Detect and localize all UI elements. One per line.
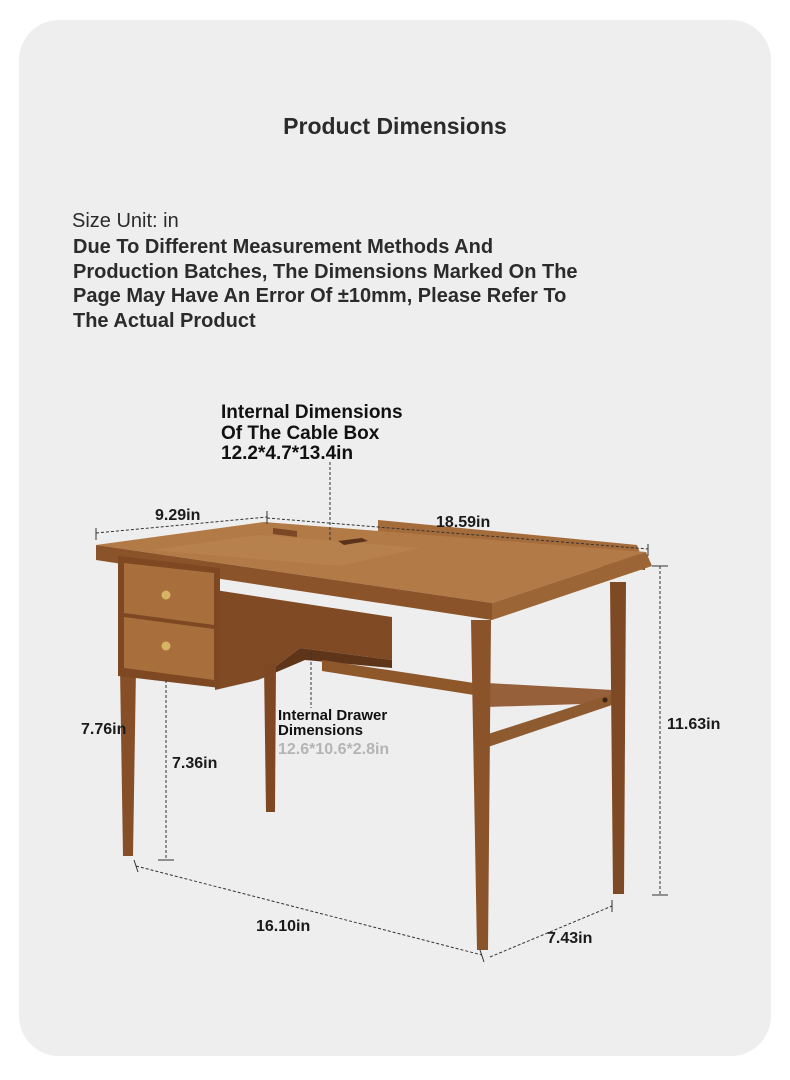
drawer-knob	[162, 591, 171, 600]
cable-box-value: 12.2*4.7*13.4in	[221, 443, 354, 464]
drawer-value: 12.6*10.6*2.8in	[278, 741, 390, 758]
drawer-leg-height-label: 7.76in	[81, 721, 127, 738]
page-title: Product Dimensions	[283, 113, 507, 139]
drawer-dimensions	[278, 708, 389, 757]
note-line: Due To Different Measurement Methods And	[73, 236, 494, 258]
base-width-label: 16.10in	[256, 918, 311, 935]
cable-box-dimensions	[221, 403, 403, 465]
drawer-label: Internal Drawer	[278, 707, 388, 724]
desk-leg	[120, 668, 136, 856]
desk-leg	[610, 582, 626, 894]
top-width-label: 18.59in	[436, 514, 491, 531]
desk-leg	[264, 664, 276, 812]
size-unit: Size Unit: in	[72, 210, 179, 232]
note-line: Production Batches, The Dimensions Marked On The	[73, 260, 578, 283]
base-depth-label: 7.43in	[547, 930, 593, 947]
drawer-label: Dimensions	[278, 722, 364, 739]
side-stretcher	[322, 660, 474, 695]
top-depth-label: 9.29in	[155, 507, 201, 524]
desk-leg	[471, 620, 491, 950]
clearance-height-label: 7.36in	[172, 755, 218, 772]
total-height-label: 11.63in	[667, 716, 721, 733]
cable-box-label: Internal Dimensions	[221, 402, 403, 423]
cable-box-label: Of The Cable Box	[221, 422, 380, 444]
note-line: Page May Have An Error Of ±10mm, Please Refer To	[73, 285, 567, 307]
drawer-knob	[162, 642, 171, 651]
note-line: The Actual Product	[73, 309, 256, 332]
